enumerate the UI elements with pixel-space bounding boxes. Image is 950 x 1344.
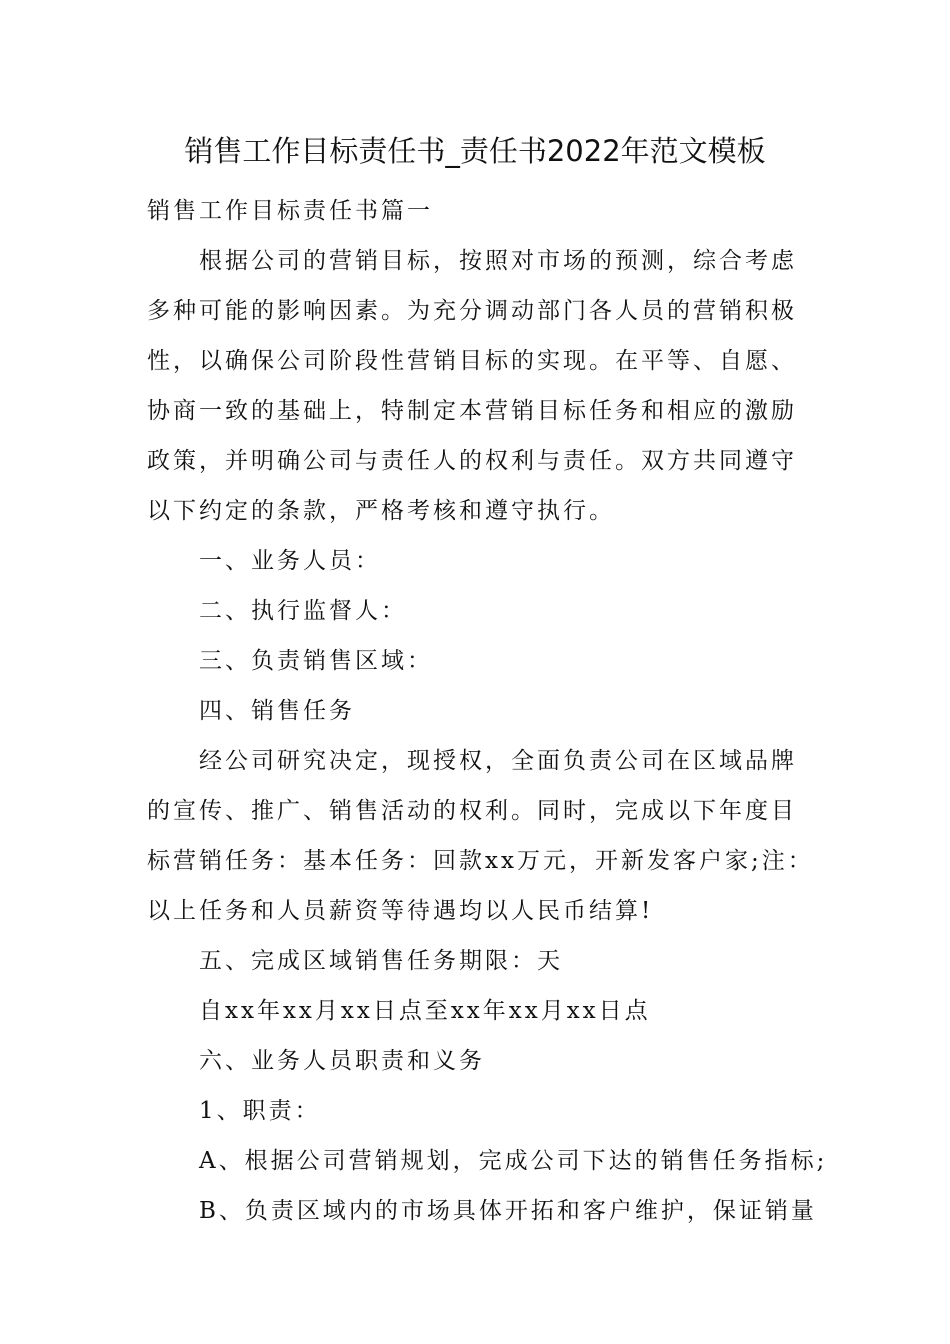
paragraph-line: 的宣传、推广、销售活动的权利。同时，完成以下年度目 — [147, 798, 797, 824]
section-heading: 四、销售任务 — [199, 698, 355, 724]
paragraph-line: 多种可能的影响因素。为充分调动部门各人员的营销积极 — [147, 298, 797, 324]
paragraph-line: 性，以确保公司阶段性营销目标的实现。在平等、自愿、 — [147, 348, 797, 374]
list-item: A、根据公司营销规划，完成公司下达的销售任务指标; — [199, 1148, 828, 1174]
paragraph-line: 经公司研究决定，现授权，全面负责公司在区域品牌 — [199, 748, 797, 774]
document-subtitle: 销售工作目标责任书篇一 — [147, 198, 433, 224]
list-item: B、负责区域内的市场具体开拓和客户维护，保证销量 — [199, 1198, 817, 1224]
section-heading: 五、完成区域销售任务期限：天 — [199, 948, 563, 974]
section-heading: 六、业务人员职责和义务 — [199, 1048, 485, 1074]
paragraph-line: 政策，并明确公司与责任人的权利与责任。双方共同遵守 — [147, 448, 797, 474]
paragraph-line: 根据公司的营销目标，按照对市场的预测，综合考虑 — [199, 248, 797, 274]
section-heading: 一、业务人员： — [199, 548, 381, 574]
section-heading: 三、负责销售区域： — [199, 648, 433, 674]
paragraph-line: 标营销任务：基本任务：回款xx万元，开新发客户家;注： — [147, 848, 814, 874]
paragraph-line: 以下约定的条款，严格考核和遵守执行。 — [147, 498, 615, 524]
section-heading: 二、执行监督人： — [199, 598, 407, 624]
date-range-line: 自xx年xx月xx日点至xx年xx月xx日点 — [199, 998, 651, 1024]
subsection-heading: 1、职责： — [199, 1098, 321, 1124]
paragraph-line: 协商一致的基础上，特制定本营销目标任务和相应的激励 — [147, 398, 797, 424]
document-title: 销售工作目标责任书_责任书2022年范文模板 — [184, 134, 766, 168]
paragraph-line: 以上任务和人员薪资等待遇均以人民币结算! — [147, 898, 654, 924]
